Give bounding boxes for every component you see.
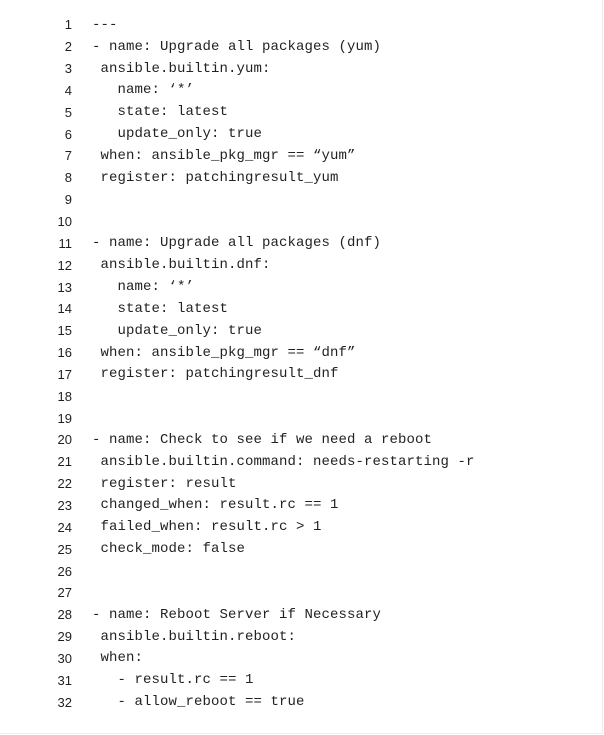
code-text: - name: Check to see if we need a reboot [92, 431, 433, 448]
code-line [0, 342, 603, 364]
line-number: 13 [57, 279, 72, 295]
code-text: name: ‘*’ [92, 82, 195, 99]
code-line [0, 14, 603, 36]
code-text: register: result [92, 475, 237, 492]
line-number: 6 [64, 126, 72, 142]
code-text: - name: Upgrade all packages (yum) [92, 38, 382, 55]
line-number: 17 [57, 366, 72, 382]
code-line [0, 145, 603, 167]
code-line [0, 516, 603, 538]
code-line [0, 407, 603, 429]
code-text: changed_when: result.rc == 1 [92, 497, 339, 514]
code-text: state: latest [92, 104, 229, 121]
code-line [0, 36, 603, 58]
code-line [0, 364, 603, 386]
code-text: - name: Reboot Server if Necessary [92, 606, 382, 623]
line-number: 20 [57, 432, 72, 448]
code-line [0, 604, 603, 626]
code-line [0, 58, 603, 80]
code-text: ansible.builtin.dnf: [92, 257, 271, 274]
line-number: 31 [57, 672, 72, 688]
code-line [0, 385, 603, 407]
line-number: 10 [57, 214, 72, 230]
code-text: state: latest [92, 300, 229, 317]
code-line [0, 189, 603, 211]
line-number: 25 [57, 541, 72, 557]
code-text: update_only: true [92, 126, 263, 143]
code-line [0, 254, 603, 276]
code-text: ansible.builtin.command: needs-restarting -r [92, 453, 475, 470]
code-text: when: ansible_pkg_mgr == “yum” [92, 147, 356, 164]
code-line [0, 429, 603, 451]
code-line [0, 101, 603, 123]
code-text: failed_when: result.rc > 1 [92, 519, 322, 536]
code-line [0, 691, 603, 713]
code-text: - result.rc == 1 [92, 672, 254, 689]
code-line [0, 669, 603, 691]
code-text: ansible.builtin.reboot: [92, 628, 297, 645]
code-text: register: patchingresult_dnf [92, 366, 339, 383]
code-line [0, 538, 603, 560]
line-number: 9 [64, 192, 72, 208]
line-number: 16 [57, 345, 72, 361]
code-text: name: ‘*’ [92, 279, 195, 296]
line-number: 14 [57, 301, 72, 317]
code-line [0, 626, 603, 648]
line-number: 5 [64, 104, 72, 120]
code-line [0, 473, 603, 495]
code-line [0, 495, 603, 517]
code-text: register: patchingresult_yum [92, 169, 339, 186]
line-number: 19 [57, 410, 72, 426]
line-number: 30 [57, 650, 72, 666]
line-number: 24 [57, 519, 72, 535]
line-number: 28 [57, 607, 72, 623]
line-number: 29 [57, 629, 72, 645]
code-text: when: [92, 650, 144, 667]
code-line [0, 123, 603, 145]
line-number: 3 [64, 61, 72, 77]
line-number: 18 [57, 388, 72, 404]
code-text: update_only: true [92, 322, 263, 339]
line-number: 22 [57, 476, 72, 492]
line-number: 7 [64, 148, 72, 164]
code-text: --- [92, 16, 118, 33]
line-number: 12 [57, 257, 72, 273]
code-line [0, 560, 603, 582]
line-number: 23 [57, 497, 72, 513]
code-line [0, 167, 603, 189]
code-line [0, 211, 603, 233]
line-number: 21 [57, 454, 72, 470]
code-text: - allow_reboot == true [92, 694, 305, 711]
line-number: 11 [58, 235, 72, 251]
code-listing [0, 14, 603, 713]
line-number: 26 [57, 563, 72, 579]
code-text: - name: Upgrade all packages (dnf) [92, 235, 382, 252]
code-line [0, 298, 603, 320]
line-number: 15 [57, 323, 72, 339]
line-number: 2 [64, 39, 72, 55]
code-line [0, 582, 603, 604]
code-line [0, 80, 603, 102]
line-number: 32 [57, 694, 72, 710]
code-text: when: ansible_pkg_mgr == “dnf” [92, 344, 356, 361]
line-number: 8 [64, 170, 72, 186]
line-number: 27 [57, 585, 72, 601]
code-line [0, 647, 603, 669]
line-number: 1 [64, 17, 72, 33]
line-number: 4 [64, 82, 72, 98]
code-text: check_mode: false [92, 541, 246, 558]
code-text: ansible.builtin.yum: [92, 60, 271, 77]
code-line [0, 232, 603, 254]
code-line [0, 320, 603, 342]
code-line [0, 451, 603, 473]
code-line [0, 276, 603, 298]
